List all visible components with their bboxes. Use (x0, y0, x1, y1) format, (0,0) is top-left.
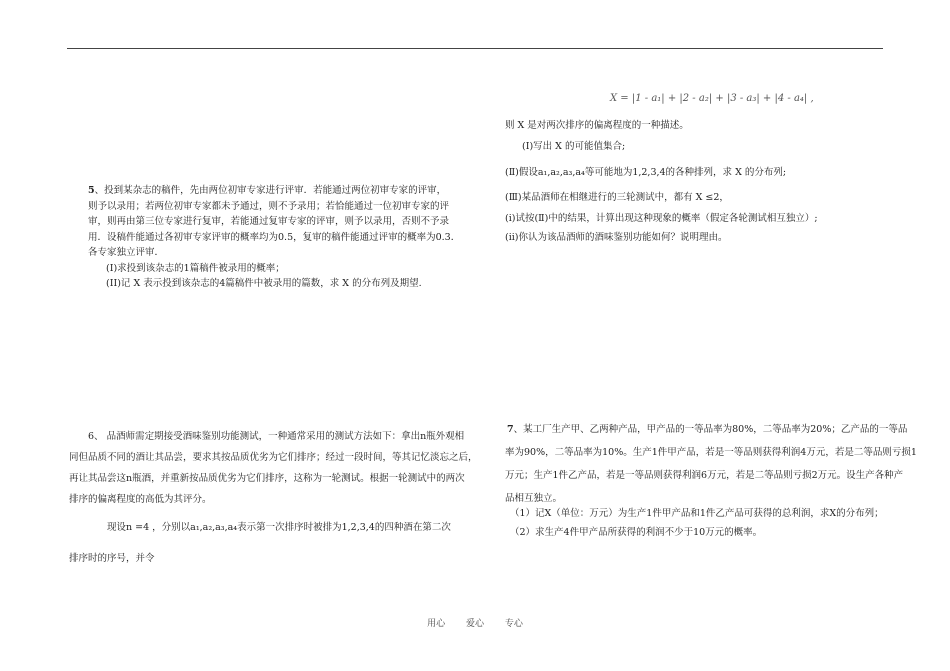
part-iii: (Ⅲ)某品酒师在相继进行的三轮测试中，都有 X ≤2， (505, 192, 729, 203)
q6-line-2: 再让其品尝这n瓶酒，并重新按品质优劣为它们排序，这称为一轮测试。根据一轮测试中的两次 (69, 473, 465, 484)
q7-sub-2: （2）求生产4件甲产品所获得的利润不少于10万元的概率。 (510, 527, 763, 538)
question-5 (88, 183, 460, 292)
q7-line-3: 品相互独立。 (505, 493, 563, 504)
q5-sub-1: (I)求投到该杂志的1篇稿件被录用的概率； (106, 262, 285, 274)
q5-sub-2: (II)记 X 表示投到该杂志的4篇稿件中被录用的篇数，求 X 的分布列及期望. (106, 278, 422, 289)
q7-line-2: 万元；生产1件乙产品，若是一等品则获得利润6万元，若是二等品则亏损2万元。设生产各种产 (505, 470, 904, 481)
q7-line-1: 率为90%，二等品率为10%。生产1件甲产品，若是一等品则获得利润4万元，若是二等品则亏损1 (505, 447, 917, 458)
part-i: (Ⅰ)写出 X 的可能值集合; (522, 141, 626, 152)
q6-now: 现设n =4 ，分别以a₁,a₂,a₃,a₄表示第一次排序时被排为1,2,3,4的四种酒在第二次 (107, 522, 451, 533)
q7-number: 7 (507, 424, 514, 435)
q5-number: 5 (88, 185, 95, 196)
part-iii-ii: (ii)你认为该品酒师的酒味鉴别功能如何？说明理由。 (505, 232, 728, 243)
question-7 (505, 418, 917, 510)
q6-number: 6 (88, 431, 95, 442)
deviation-formula: X = |1 - a₁| + |2 - a₂| + |3 - a₃| + |4 - a₄| , (610, 93, 814, 104)
q5-line-0: 5、投到某杂志的稿件，先由两位初审专家进行评审．若能通过两位初审专家的评审， (88, 185, 447, 196)
formula-description: 则 X 是对两次排序的偏离程度的一种描述。 (505, 120, 689, 131)
q5-line-2: 审，则再由第三位专家进行复审，若能通过复审专家的评审，则予以录用，否则不予录 (88, 216, 450, 227)
q6-now-2: 排序时的序号，并令 (69, 553, 155, 564)
q6-line-0: 6、 品酒师需定期接受酒味鉴别功能测试，一种通常采用的测试方法如下：拿出n瓶外观相 (88, 431, 465, 442)
question-6 (69, 426, 478, 510)
part-iii-i: (i)试按(Ⅱ)中的结果，计算出现这种现象的概率（假定各轮测试相互独立）; (505, 213, 818, 224)
page-footer: 用心 爱心 专心 (427, 619, 523, 629)
q6-line-1: 同但品质不同的酒让其品尝，要求其按品质优劣为它们排序；经过一段时间，等其记忆淡忘之后， (69, 452, 478, 463)
q5-line-4: 各专家独立评审． (88, 247, 165, 258)
q6-line-3: 排序的偏离程度的高低为其评分。 (69, 494, 212, 505)
header-rule (67, 48, 883, 49)
q5-line-1: 则予以录用；若两位初审专家都未予通过，则不予录用；若恰能通过一位初审专家的评 (88, 200, 450, 212)
q7-line-0: 7、某工厂生产甲、乙两种产品，甲产品的一等品率为80%，二等品率为20%；乙产品的一等品 (507, 424, 908, 435)
part-ii: (Ⅱ)假设a₁,a₂,a₃,a₄等可能地为1,2,3,4的各种排列，求 X 的分布列; (505, 167, 787, 178)
q5-line-3: 用．设稿件能通过各初审专家评审的概率均为0.5，复审的稿件能通过评审的概率为0.3． (88, 231, 461, 243)
q7-sub-1: （1）记X（单位：万元）为生产1件甲产品和1件乙产品可获得的总利润，求X的分布列； (510, 508, 884, 519)
